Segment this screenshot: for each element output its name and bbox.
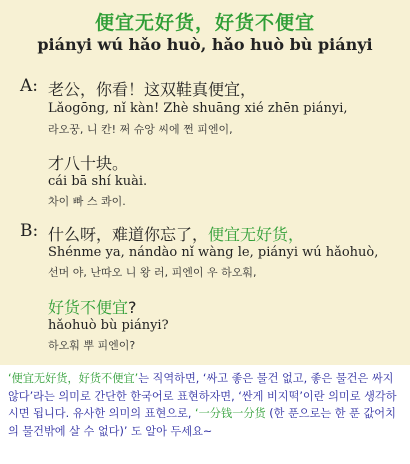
line-a2-pinyin: cái bā shí kuài. bbox=[48, 174, 148, 189]
line-a1-chinese bbox=[48, 77, 256, 100]
note-quote-1: ‘便宜无好货，好货不便宜’ bbox=[8, 372, 139, 385]
title-pinyin: piányi wú hǎo huò, hǎo huò bù piányi bbox=[37, 35, 373, 54]
speaker-b-label: B: bbox=[20, 221, 39, 241]
line-a2-chinese-text: 才八十块。 bbox=[48, 154, 129, 173]
line-b2-chinese-highlight: 好货不便宜 bbox=[48, 298, 129, 317]
note-quote-2: ‘一分钱一分货 bbox=[195, 407, 266, 420]
line-b2-chinese-tail: ? bbox=[128, 298, 137, 317]
line-b2-pinyin: hǎohuò bù piányi? bbox=[48, 318, 169, 333]
explanation-note bbox=[8, 370, 406, 440]
title-chinese: 便宜无好货，好货不便宜 bbox=[94, 12, 315, 34]
line-a1-pinyin: Lǎogōng, nǐ kàn! Zhè shuāng xié zhēn piányi, bbox=[48, 101, 348, 116]
line-b2-korean: 하오훠 뿌 피엔이? bbox=[48, 339, 136, 352]
line-b1-chinese-highlight: 便宜无好货， bbox=[208, 225, 305, 244]
line-a2-korean: 차이 빠 스 콰이. bbox=[48, 195, 126, 208]
line-a1-korean: 라오꿍, 니 칸! 쩌 슈앙 씨에 쩐 피엔이, bbox=[48, 123, 233, 136]
note-text-2: (한 푼으로는 한 푼 값어치의 물건밖에 살 수 없다)’ 도 알아 두세요~ bbox=[8, 407, 396, 438]
line-b1-korean: 선머 야, 난따오 니 왕 러, 피엔이 우 하오훠, bbox=[48, 266, 257, 279]
speaker-a-label: A: bbox=[20, 76, 39, 96]
line-b2-chinese bbox=[48, 295, 137, 318]
line-b1-chinese bbox=[48, 222, 304, 245]
note-text-1: 는 직역하면, ‘싸고 좋은 물건 없고, 좋은 물건은 싸지 않다’라는 의미로 간단한 한국어로 표현하자면, ‘싼게 비지떡’이란 의미로 생각하시면 됩니다. 유사한 의미의 표현으로, bbox=[8, 372, 397, 420]
line-b1-pinyin: Shénme ya, nándào nǐ wàng le, piányi wú hǎohuò, bbox=[48, 245, 379, 260]
line-a1-chinese-text: 老公，你看！这双鞋真便宜， bbox=[48, 80, 257, 99]
line-b1-chinese-text: 什么呀，难道你忘了， bbox=[48, 225, 209, 244]
line-a2-chinese bbox=[48, 151, 128, 174]
